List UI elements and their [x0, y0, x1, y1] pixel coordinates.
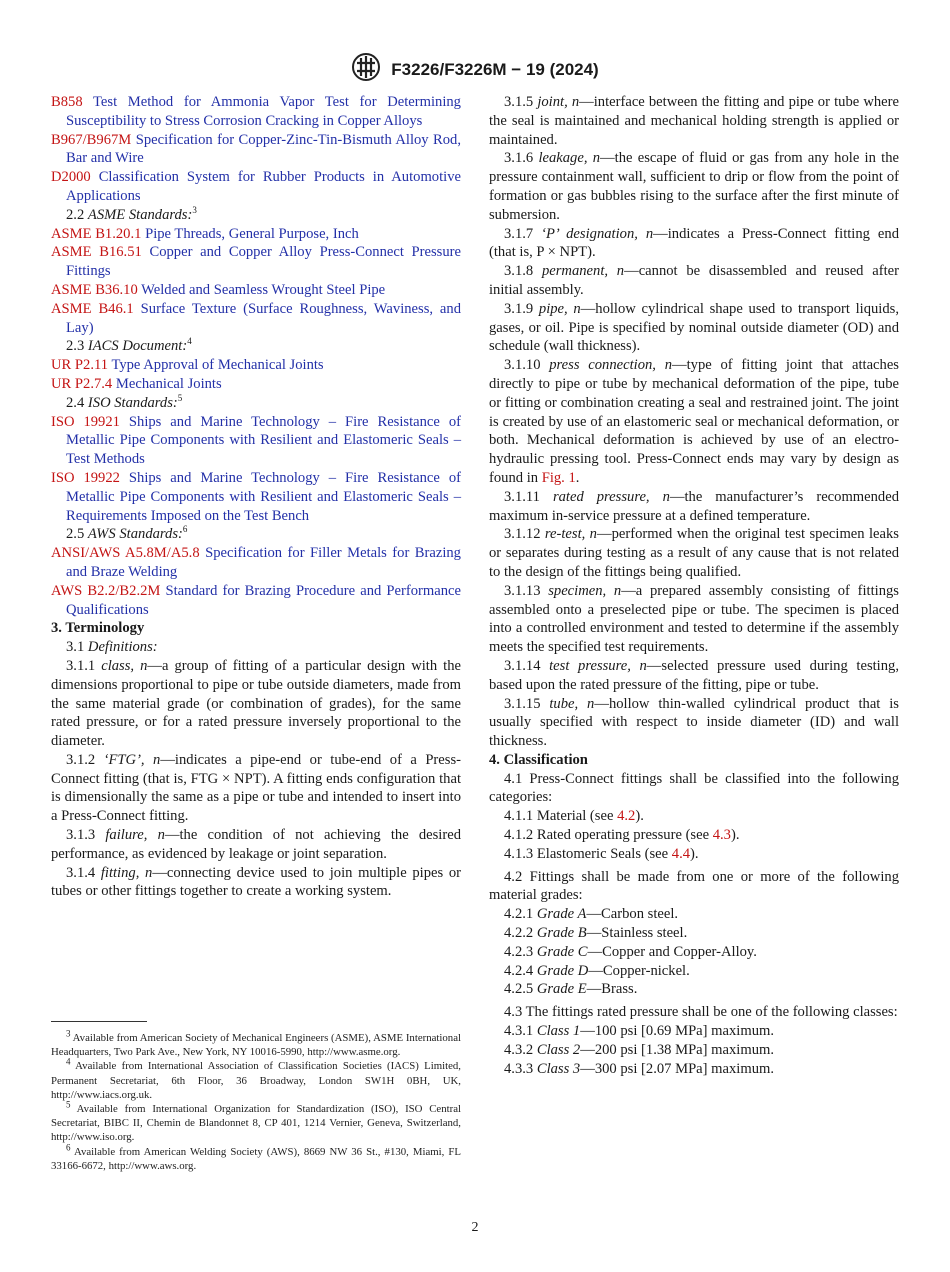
- ref-asme-b46-1[interactable]: ASME B46.1 Surface Texture (Surface Roughness, Waviness, and Lay): [51, 300, 462, 336]
- item-4-2-3: 4.2.3 Grade C—Copper and Copper-Alloy.: [504, 943, 757, 960]
- right-column: [489, 93, 899, 1078]
- ref-asme-b36-10[interactable]: ASME B36.10 Welded and Seamless Wrought Steel Pipe: [51, 281, 386, 298]
- definition-3-1-12: 3.1.12 re-test, n—performed when the original test specimen leaks or separates during testing as a result of any cause that is not related to the design of the fittings being qualified.: [489, 526, 899, 580]
- ref-ur-p2-7-4[interactable]: UR P2.7.4 Mechanical Joints: [51, 375, 222, 392]
- item-4-3-1: 4.3.1 Class 1—100 psi [0.69 MPa] maximum.: [504, 1023, 775, 1040]
- definition-3-1-10: 3.1.10 press connection, n—type of fitting joint that attaches directly to pipe or tube by mechanical deformation of the pipe, tube or fitting or combination creating a seal and restrained joint. The joint is created by use of an elastomeric seal or mechanical deformation, or both. Mechanical deformation is achieved by use of an electro-hydraulic pressing tool. Press-Connect ends may vary by design as found in Fig. 1.: [489, 357, 899, 486]
- ref-asme-b16-51[interactable]: ASME B16.51 Copper and Copper Alloy Press-Connect Pressure Fittings: [51, 244, 461, 280]
- definition-3-1-4: 3.1.4 fitting, n—connecting device used to join multiple pipes or tubes or other fittings together to create a working system.: [51, 864, 461, 900]
- footnote-4: $^4$ Available from International Association of Classification Societies (IACS) Limited, Permanent Secretariat, 6th Floor, 36 Broadway, London SW1H 0BH, UK, http://www.iacs.org.uk.: [51, 1056, 461, 1101]
- ref-d2000[interactable]: D2000 Classification System for Rubber Products in Automotive Applications: [51, 169, 461, 204]
- definition-3-1-14: 3.1.14 test pressure, n—selected pressure used during testing, based upon the rated pressure of the fitting, pipe or tube.: [489, 657, 899, 693]
- paragraph-4-3: 4.3 The fittings rated pressure shall be one of the following classes:: [504, 1004, 898, 1021]
- left-column: [51, 93, 461, 901]
- terminology-heading: 3. Terminology: [51, 620, 145, 637]
- definition-3-1-2: 3.1.2 ‘FTG’, n—indicates a pipe-end or tube-end of a Press-Connect fitting (that is, FTG × NPT). A fitting ends configuration that is dimensionally the same as a pipe or tube and intended to insert into a Press-Connect fitting.: [51, 751, 461, 825]
- paragraph-4-1: 4.1 Press-Connect fittings shall be classified into the following categories:: [489, 770, 899, 806]
- definition-3-1-11: 3.1.11 rated pressure, n—the manufacturer’s recommended maximum in-service pressure at a defined temperature.: [489, 488, 899, 524]
- definition-3-1-9: 3.1.9 pipe, n—hollow cylindrical shape used to transport liquids, gases, or oil. Pipe is specified by nominal outside diameter (OD) and schedule (wall thickness).: [489, 300, 899, 355]
- page-number: 2: [471, 1220, 479, 1235]
- ref-b967[interactable]: B967/B967M Specification for Copper-Zinc-Tin-Bismuth Alloy Rod, Bar and Wire: [51, 131, 461, 167]
- definition-3-1-6: 3.1.6 leakage, n—the escape of fluid or gas from any hole in the pressure containment wall, sufficient to drip or flow from the point of formation or gas bubbles rising to the surface after the first minute of submersion.: [489, 150, 899, 223]
- footnote-5: $^5$ Available from International Organization for Standardization (ISO), ISO Central Secretariat, BIBC II, Chemin de Blandonnet 8, CP 401, 1214 Vernier, Geneva, Switzerland, http://www.iso.org.: [51, 1099, 462, 1144]
- definition-3-1-3: 3.1.3 failure, n—the condition of not achieving the desired performance, as evidenced by leakage or joint separation.: [51, 827, 461, 862]
- ref-ansi-aws-a5-8[interactable]: ANSI/AWS A5.8M/A5.8 Specification for Filler Metals for Brazing and Braze Welding: [51, 545, 461, 580]
- footnote-3: $^3$ Available from American Society of Mechanical Engineers (ASME), ASME International Headquarters, Two Park Ave., New York, NY 10016-5990, http://www.asme.org.: [51, 1028, 461, 1059]
- ref-iso-19921[interactable]: ISO 19921 Ships and Marine Technology – Fire Resistance of Metallic Pipe Components with Resilient and Elastomeric Seals – Test Methods: [51, 413, 461, 468]
- ref-asme-b1-20-1[interactable]: ASME B1.20.1 Pipe Threads, General Purpose, Inch: [51, 225, 359, 242]
- ref-b858[interactable]: B858 Test Method for Ammonia Vapor Test for Determining Susceptibility to Stress Corrosion Cracking in Copper Alloys: [51, 94, 461, 129]
- ref-ur-p2-11[interactable]: UR P2.11 Type Approval of Mechanical Joints: [51, 357, 324, 374]
- footnote-divider: [51, 1021, 147, 1022]
- item-4-2-1: 4.2.1 Grade A—Carbon steel.: [504, 906, 679, 923]
- link-4-3[interactable]: 4.3: [712, 827, 731, 844]
- definition-3-1-15: 3.1.15 tube, n—hollow thin-walled cylindrical product that is usually specified with respect to inside diameter (ID) and wall thickness.: [489, 695, 899, 750]
- astm-logo-icon: [351, 52, 381, 87]
- asme-standards-heading: 2.2 ASME Standards:$^3$: [66, 204, 197, 223]
- item-4-2-2: 4.2.2 Grade B—Stainless steel.: [504, 925, 688, 942]
- item-4-1-1: 4.1.1 Material (see 4.2).: [504, 808, 644, 825]
- definition-3-1-13: 3.1.13 specimen, n—a prepared assembly consisting of fittings assembled onto a preselected pipe or tube. The specimen is placed into a controlled environment and tested to determine if the assembly meets the specified test requirements.: [489, 582, 899, 656]
- item-4-1-3: 4.1.3 Elastomeric Seals (see 4.4).: [504, 845, 699, 862]
- footnote-6: $^6$ Available from American Welding Society (AWS), 8669 NW 36 St., #130, Miami, FL 33166-6672, http://www.aws.org.: [51, 1142, 461, 1172]
- iso-standards-heading: 2.4 ISO Standards:$^5$: [66, 392, 183, 411]
- definition-3-1-7: 3.1.7 ‘P’ designation, n—indicates a Press-Connect fitting end (that is, P × NPT).: [489, 225, 899, 261]
- paragraph-4-2: 4.2 Fittings shall be made from one or more of the following material grades:: [489, 868, 899, 904]
- item-4-3-3: 4.3.3 Class 3—300 psi [2.07 MPa] maximum.: [504, 1060, 775, 1077]
- ref-aws-b2-2[interactable]: AWS B2.2/B2.2M Standard for Brazing Procedure and Performance Qualifications: [51, 582, 461, 618]
- classification-heading: 4. Classification: [489, 751, 588, 768]
- footnotes: [51, 1028, 462, 1173]
- document-id: F3226/F3226M − 19 (2024): [391, 59, 599, 79]
- item-4-3-2: 4.3.2 Class 2—200 psi [1.38 MPa] maximum.: [504, 1041, 775, 1058]
- link-4-2[interactable]: 4.2: [617, 808, 636, 825]
- fig-1-link[interactable]: Fig. 1: [541, 469, 576, 486]
- item-4-1-2: 4.1.2 Rated operating pressure (see 4.3).: [504, 827, 740, 844]
- definition-3-1-5: 3.1.5 joint, n—interface between the fitting and pipe or tube where the seal is maintained and mechanical holding strength is applied or maintained.: [489, 94, 899, 148]
- link-4-4[interactable]: 4.4: [671, 845, 691, 862]
- ref-iso-19922[interactable]: ISO 19922 Ships and Marine Technology – Fire Resistance of Metallic Pipe Components with Resilient and Elastomeric Seals – Requirements Imposed on the Test Bench: [51, 469, 461, 524]
- item-4-2-5: 4.2.5 Grade E—Brass.: [504, 981, 638, 998]
- page-header: [0, 52, 950, 82]
- definitions-heading: 3.1 Definitions:: [66, 639, 158, 656]
- iacs-document-heading: 2.3 IACS Document:$^4$: [66, 336, 192, 355]
- aws-standards-heading: 2.5 AWS Standards:$^6$: [66, 524, 188, 543]
- definition-3-1-8: 3.1.8 permanent, n—cannot be disassembled and reused after initial assembly.: [489, 263, 899, 298]
- item-4-2-4: 4.2.4 Grade D—Copper-nickel.: [504, 962, 690, 979]
- definition-3-1-1: 3.1.1 class, n—a group of fitting of a particular design with the dimensions proportional to pipe or tube outside diameters, made from the same material grade (or combination of grades), for the same rated pressure, or for a rated pressure inversely proportional to the diameter.: [51, 657, 462, 750]
